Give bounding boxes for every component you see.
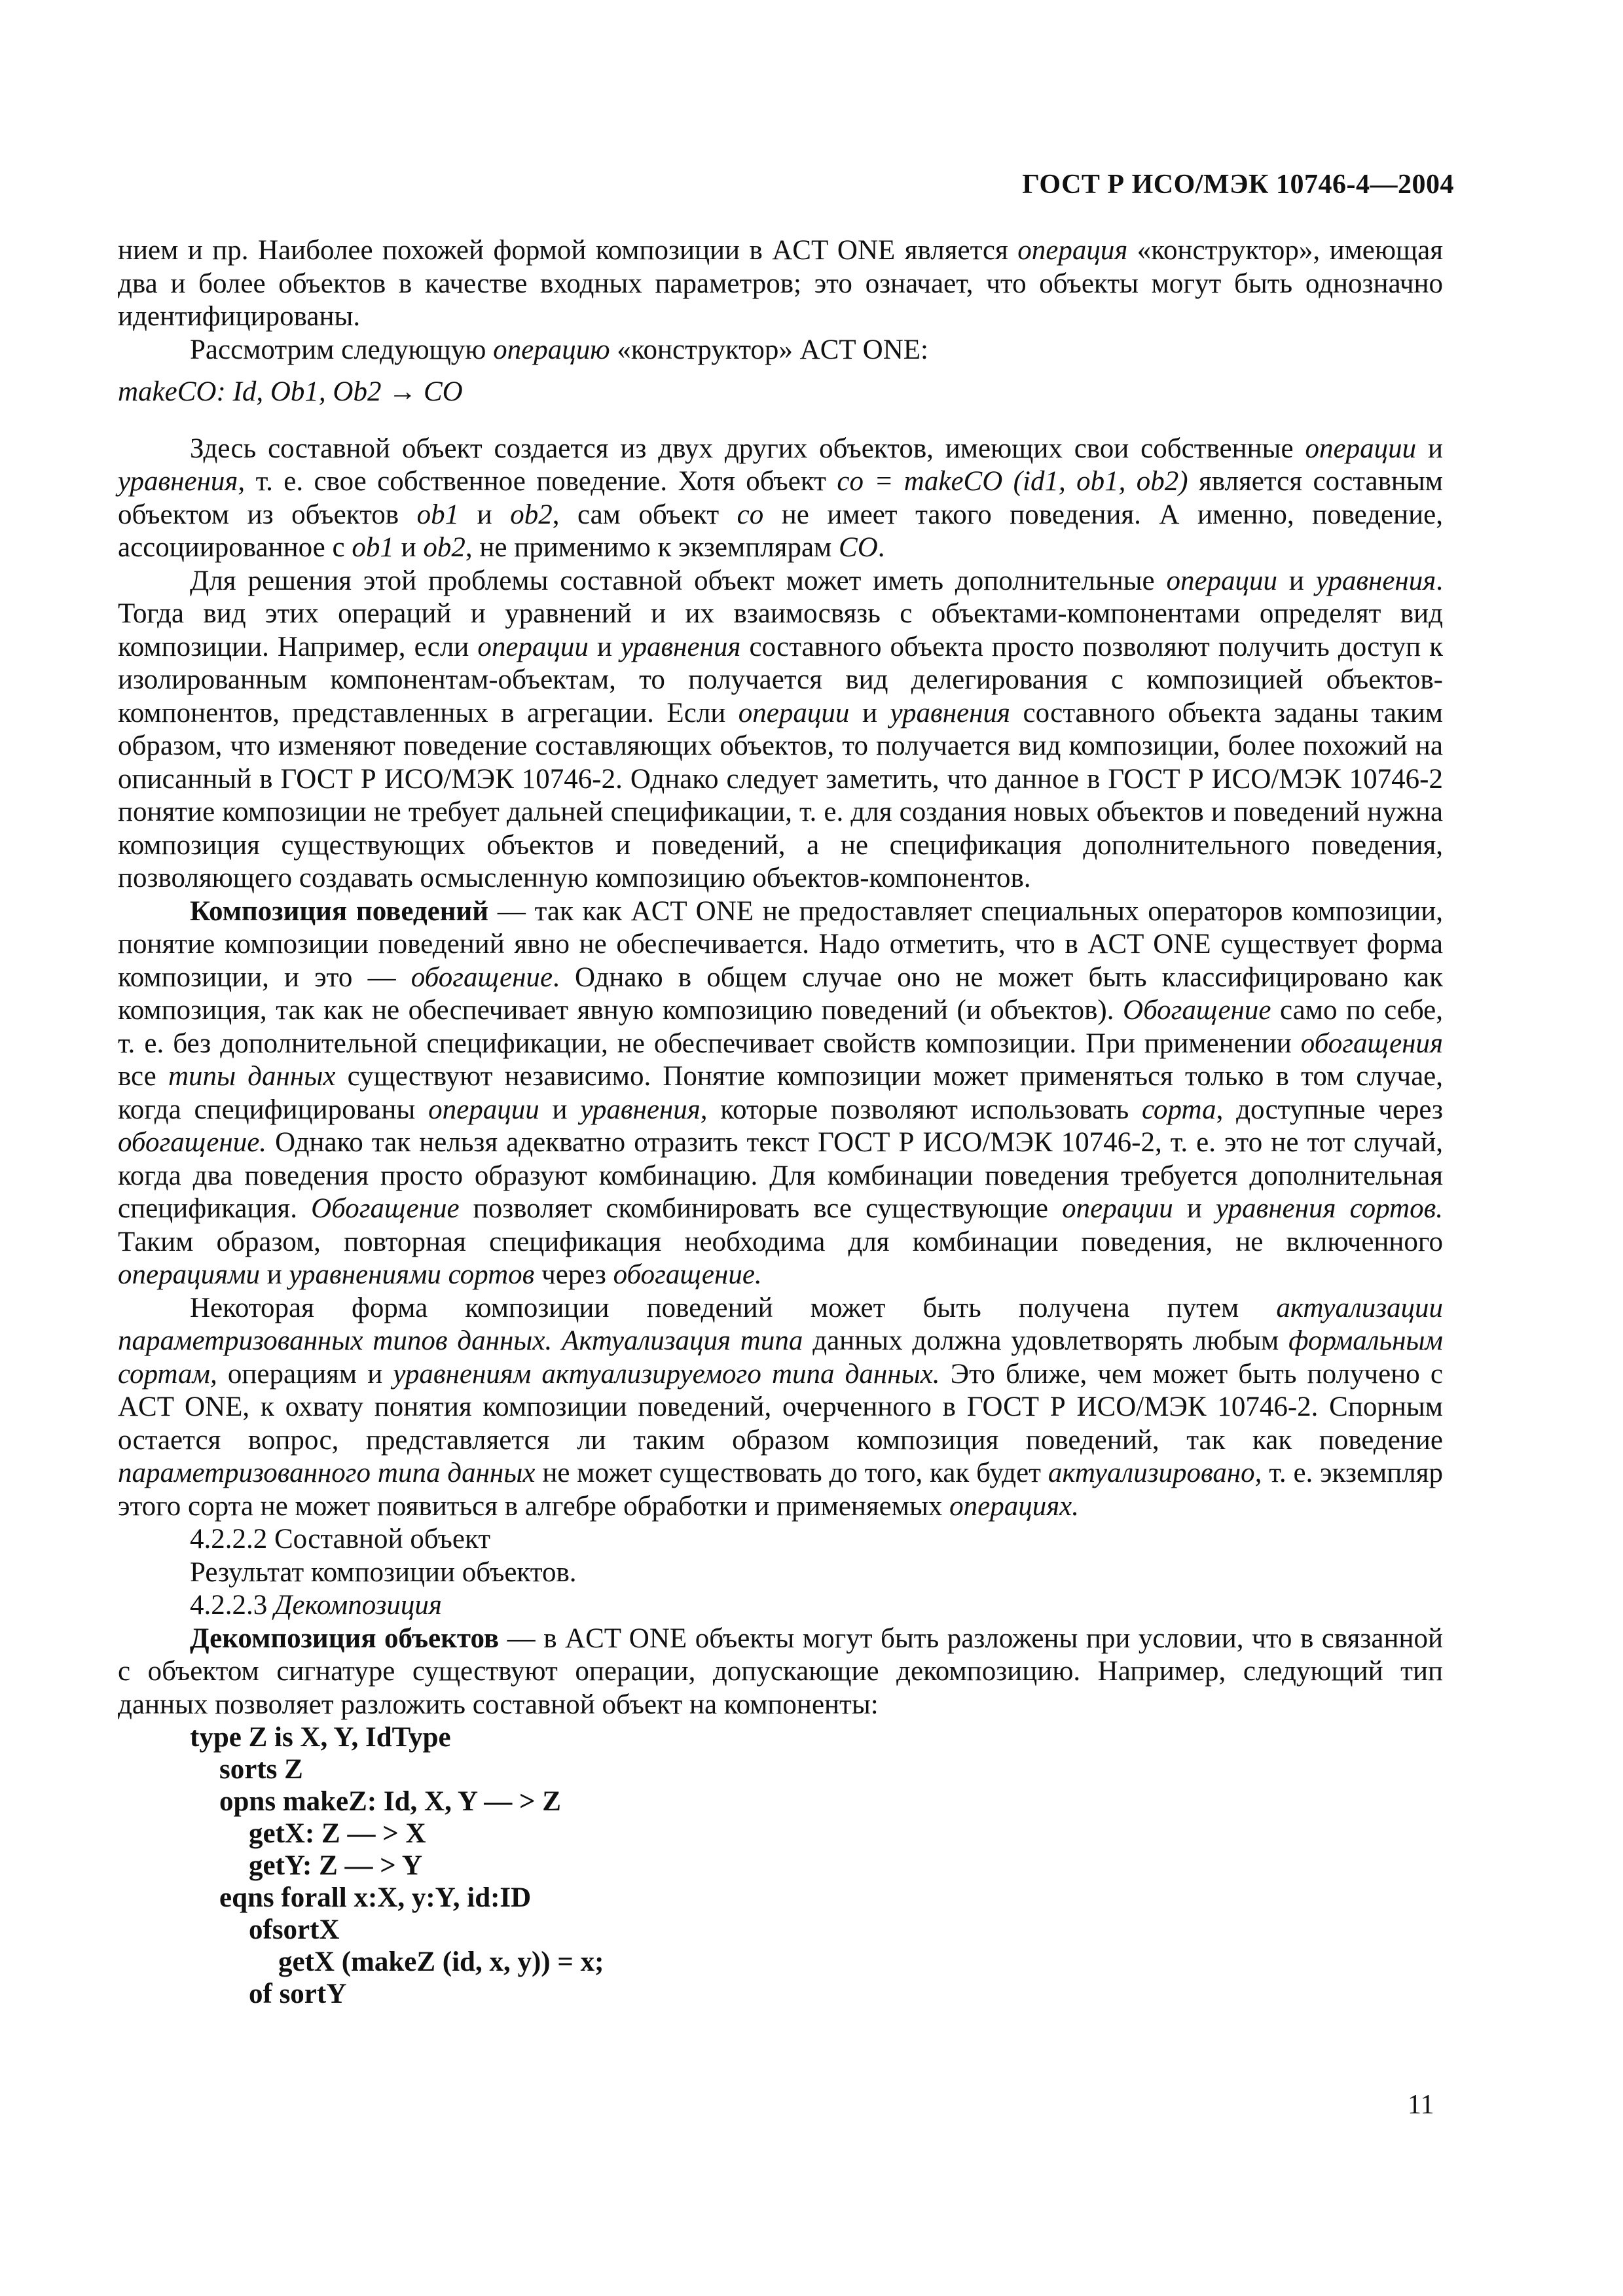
italic-term: уравнения bbox=[890, 697, 1010, 728]
code-line: getX (makeZ (id, x, y)) = x; bbox=[278, 1946, 604, 1977]
code-line: of sortY bbox=[249, 1979, 347, 2009]
text-span: не может существовать до того, как будет bbox=[535, 1458, 1048, 1488]
italic-term: операции bbox=[1062, 1193, 1173, 1224]
text-span: «конструктор», имеющая два и более объектов в качестве входных параметров; это означает, что объекты могут быть однозначно идентифицированы. bbox=[118, 235, 1443, 332]
text-span: , не применимо к экземплярам bbox=[465, 532, 839, 563]
section-heading: 4.2.2.2 Составной объект bbox=[190, 1524, 491, 1554]
formula: makeCO: Id, Ob1, Ob2 → CO bbox=[118, 376, 463, 407]
paragraph bbox=[118, 1292, 1443, 1524]
italic-term: операции bbox=[428, 1094, 539, 1125]
text-span: составного объекта просто позволяют получить доступ к изолированным компонентам-объектам, то получается вид делегирования с композицией объектов-компонентов, представленных в агрегации. Если bbox=[118, 631, 1444, 728]
text-span: . bbox=[877, 532, 885, 563]
italic-term: уравнениям актуализируемого типа данных. bbox=[393, 1358, 940, 1390]
text-span: не имеет такого поведения. А именно, поведение, ассоциированное с bbox=[118, 499, 1444, 563]
text-span: позволяет скомбинировать все существующие bbox=[459, 1193, 1063, 1224]
document-header: ГОСТ Р ИСО/МЭК 10746-4—2004 bbox=[1022, 170, 1454, 200]
italic-term: co = makeCO (id1, ob1, ob2) bbox=[837, 466, 1188, 497]
text-span: Для решения этой проблемы составной объект может иметь дополнительные bbox=[190, 565, 1167, 596]
italic-term: ob1 bbox=[416, 499, 460, 530]
italic-term: CO bbox=[839, 532, 878, 563]
italic-term: ob2 bbox=[423, 532, 465, 563]
italic-term: обогащение. bbox=[118, 1127, 267, 1158]
italic-term: операцию bbox=[493, 334, 610, 365]
italic-term: операциях. bbox=[949, 1490, 1080, 1522]
paragraph: Результат композиции объектов. bbox=[190, 1556, 577, 1588]
italic-term: уравнения, bbox=[118, 466, 246, 497]
text-span: и bbox=[539, 1094, 581, 1125]
text-span: Некоторая форма композиции поведений может быть получена путем bbox=[190, 1292, 1277, 1323]
italic-term: уравнения bbox=[1315, 565, 1436, 596]
text-span: и bbox=[260, 1259, 289, 1290]
text-span: , сам объект bbox=[552, 499, 737, 530]
italic-term: обогащение bbox=[410, 961, 553, 993]
code-line: sorts Z bbox=[219, 1754, 303, 1785]
italic-term: типы данных bbox=[168, 1061, 336, 1092]
italic-term: актуализировано, bbox=[1048, 1458, 1262, 1488]
italic-term: актуализации параметризованных типов данных. Актуализация типа bbox=[118, 1292, 1443, 1356]
italic-term: co bbox=[737, 499, 764, 530]
code-line: getX: Z — > X bbox=[249, 1818, 426, 1849]
text-span: которые позволяют использовать bbox=[707, 1094, 1142, 1125]
italic-term: операция bbox=[1017, 235, 1128, 266]
italic-term: сорта bbox=[1142, 1094, 1216, 1125]
italic-term: операции bbox=[738, 697, 850, 728]
bold-term: Композиция поведений bbox=[190, 895, 489, 927]
text-span: и bbox=[459, 499, 511, 530]
italic-term: уравнения, bbox=[580, 1094, 708, 1125]
paragraph bbox=[118, 895, 1443, 1292]
text-span: и bbox=[1277, 565, 1316, 596]
italic-term: операциями bbox=[118, 1259, 261, 1290]
code-line: eqns forall x:X, y:Y, id:ID bbox=[219, 1882, 532, 1913]
text-span: . Тогда вид этих операций и уравнений и их взаимосвязь с объектами-компонентами определят вид композиции. Например, если bbox=[118, 565, 1443, 662]
section-number: 4.2.2.3 bbox=[190, 1590, 274, 1621]
italic-term: ob2 bbox=[510, 499, 553, 530]
italic-term: уравнения сортов. bbox=[1216, 1193, 1443, 1224]
body-text bbox=[118, 234, 1443, 2010]
italic-term: обогащения bbox=[1300, 1028, 1443, 1059]
text-span: Здесь составной объект создается из двух других объектов, имеющих свои собственные bbox=[190, 433, 1305, 464]
code-line: getY: Z — > Y bbox=[249, 1850, 422, 1881]
text-span: само по себе, т. е. без дополнительной спецификации, не обеспечивает свойств композиции. При применении bbox=[118, 995, 1443, 1059]
text-span: и bbox=[1416, 433, 1443, 464]
italic-term: уравнения bbox=[621, 631, 741, 662]
bold-term: Декомпозиция объектов bbox=[190, 1623, 500, 1654]
text-span: и bbox=[588, 631, 621, 662]
code-block bbox=[118, 1721, 1443, 2010]
paragraph bbox=[118, 234, 1443, 334]
section-title: Декомпозиция bbox=[274, 1590, 442, 1621]
italic-term: уравнениями сортов bbox=[289, 1259, 535, 1290]
text-span: — в ACT ONE объекты могут быть разложены при условии, что в связанной с объектом сигнатуре существуют операции, допускающие декомпозицию. Например, следующий тип данных позволяет разложить составной объект на компоненты: bbox=[118, 1623, 1443, 1720]
text-span: составного объекта заданы таким образом, что изменяют поведение составляющих объектов, то получается вид композиции, более похожий на описанный в ГОСТ Р ИСО/МЭК 10746-2. Однако следует заметить, что данное в ГОСТ Р ИСО/МЭК 10746-2 понятие композиции не требует дальней спецификации, т. е. для создания новых объектов и поведений нужна композиция существующих объектов и поведений, а не спецификация дополнительного поведения, позволяющего создавать осмысленную композицию объектов-компонентов. bbox=[118, 697, 1443, 893]
code-line: ofsortX bbox=[249, 1914, 340, 1945]
italic-term: операции bbox=[1305, 433, 1417, 464]
text-span: Однако так нельзя адекватно отразить текст ГОСТ Р ИСО/МЭК 10746-2, т. е. это не тот случай, когда два поведения просто образуют комбинацию. Для комбинации поведения требуется дополнительная спецификация. bbox=[118, 1127, 1443, 1224]
text-span: все bbox=[118, 1061, 168, 1092]
text-span: Это ближе, чем может быть получено с ACT ONE, к охвату понятия композиции поведений, очерченного в ГОСТ Р ИСО/МЭК 10746-2. Спорным остается вопрос, представляется ли таким образом композиция поведений, так как поведение bbox=[118, 1358, 1443, 1456]
paragraph bbox=[118, 1623, 1443, 1722]
code-line: opns makeZ: Id, X, Y — > Z bbox=[219, 1786, 561, 1817]
text-span: , доступные через bbox=[1216, 1094, 1444, 1125]
text-span: Рассмотрим следующую bbox=[190, 334, 494, 365]
text-span: . Однако в общем случае оно не может быть классифицировано как композиция, так как не обеспечивает явную композицию поведений (и объектов). bbox=[118, 961, 1443, 1026]
section-heading bbox=[118, 1589, 1443, 1623]
italic-term: Обогащение bbox=[311, 1193, 460, 1224]
paragraph bbox=[118, 433, 1443, 565]
italic-term: ob1 bbox=[352, 532, 394, 563]
text-span: существуют независимо. Понятие композиции может применяться только в том случае, когда специфицированы bbox=[118, 1061, 1443, 1125]
paragraph bbox=[118, 565, 1443, 895]
italic-term: параметризованного типа данных bbox=[118, 1458, 536, 1488]
text-span: данных должна удовлетворять любым bbox=[803, 1325, 1289, 1356]
code-line: type Z is X, Y, IdType bbox=[190, 1722, 451, 1753]
italic-term: обогащение. bbox=[613, 1259, 762, 1290]
text-span: т. е. свое собственное поведение. Хотя объект bbox=[245, 466, 837, 497]
text-span: операциям и bbox=[217, 1358, 393, 1390]
text-span: — так как ACT ONE не предоставляет специальных операторов композиции, понятие композиции поведений явно не обеспечивается. Надо отметить, что в ACT ONE существует форма композиции, и это — bbox=[118, 895, 1443, 993]
text-span: «конструктор» ACT ONE: bbox=[610, 334, 928, 365]
text-span: и bbox=[393, 532, 424, 563]
text-span: является составным объектом из объектов bbox=[118, 466, 1443, 530]
paragraph bbox=[118, 334, 1443, 367]
italic-term: операции bbox=[1166, 565, 1278, 596]
italic-term: операции bbox=[477, 631, 589, 662]
text-span: через bbox=[534, 1259, 613, 1290]
italic-term: формальным сортам, bbox=[118, 1325, 1443, 1390]
text-span: и bbox=[1173, 1193, 1216, 1224]
text-span: Таким образом, повторная спецификация необходима для комбинации поведения, не включенного bbox=[118, 1226, 1443, 1257]
page-number: 11 bbox=[1408, 2090, 1434, 2120]
text-span: нием и пр. Наиболее похожей формой композиции в ACT ONE является bbox=[118, 235, 1018, 266]
text-span: т. е. экземпляр этого сорта не может появиться в алгебре обработки и применяемых bbox=[118, 1458, 1443, 1522]
italic-term: Обогащение bbox=[1123, 995, 1271, 1026]
text-span: и bbox=[849, 697, 890, 728]
